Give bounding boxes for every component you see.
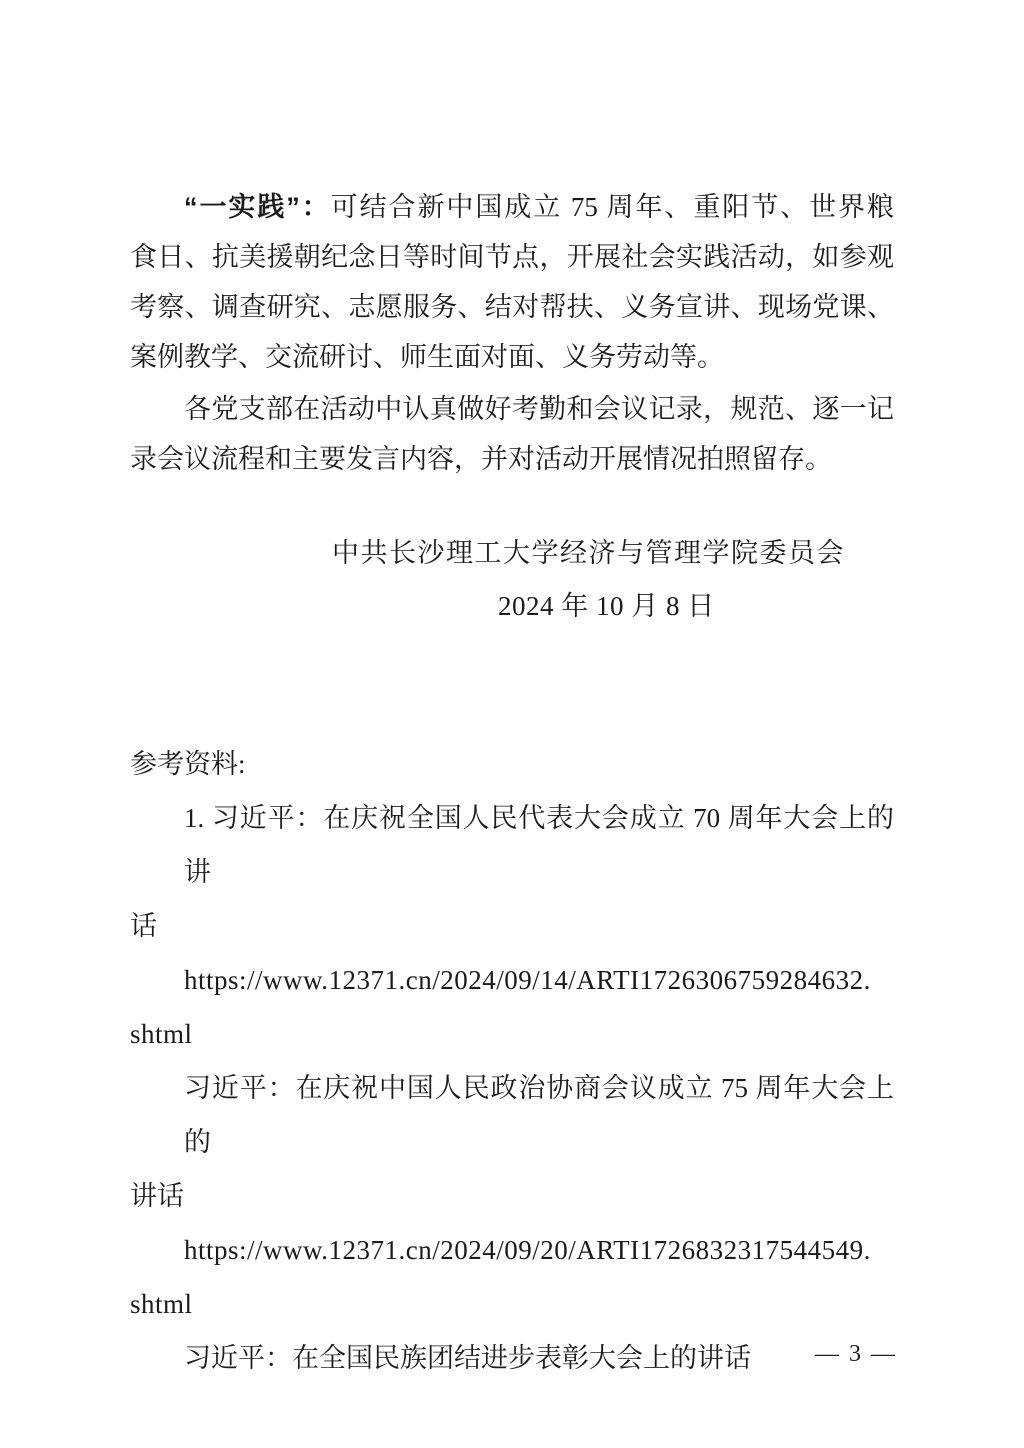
body-paragraph-2 — [130, 384, 894, 484]
reference-line: 1. 习近平：在庆祝全国人民代表大会成立 70 周年大会上的讲 — [184, 803, 894, 887]
body-line: 各党支部在活动中认真做好考勤和会议记录，规范、逐一记 — [184, 394, 894, 424]
body-paragraph-1 — [130, 182, 894, 382]
references-section — [130, 737, 894, 1385]
reference-line: 习近平：在全国民族团结进步表彰大会上的讲话 — [184, 1343, 751, 1373]
body-line-text: 可结合新中国成立 75 周年、重阳节、世界粮 — [330, 192, 894, 222]
body-line: 食日、抗美援朝纪念日等时间节点，开展社会实践活动，如参观 — [130, 242, 894, 272]
bold-lead: “一实践”： — [184, 192, 331, 222]
body-line: 考察、调查研究、志愿服务、结对帮扶、义务宣讲、现场党课、 — [130, 292, 894, 322]
body-line: 案例教学、交流研讨、师生面对面、义务劳动等。 — [130, 342, 724, 372]
signature-committee: 中共长沙理工大学经济与管理学院委员会 — [332, 538, 845, 568]
signature-date: 2024 年 10 月 8 日 — [498, 591, 715, 621]
url-line: shtml — [130, 1019, 193, 1049]
reference-line: 讲话 — [130, 1181, 184, 1211]
body-line — [130, 182, 894, 232]
url-line: https://www.12371.cn/2024/09/20/ARTI1726832317544549. — [184, 1235, 871, 1265]
references-heading: 参考资料: — [130, 749, 246, 779]
url-line: shtml — [130, 1289, 193, 1319]
page-number: — 3 — — [815, 1341, 897, 1367]
reference-line: 话 — [130, 911, 157, 941]
reference-line: 习近平：在庆祝中国人民政治协商会议成立 75 周年大会上的 — [184, 1073, 894, 1157]
url-line: https://www.12371.cn/2024/09/14/ARTI1726306759284632. — [184, 965, 871, 995]
body-paragraphs — [130, 182, 894, 484]
body-line: 录会议流程和主要发言内容，并对活动开展情况拍照留存。 — [130, 444, 832, 474]
